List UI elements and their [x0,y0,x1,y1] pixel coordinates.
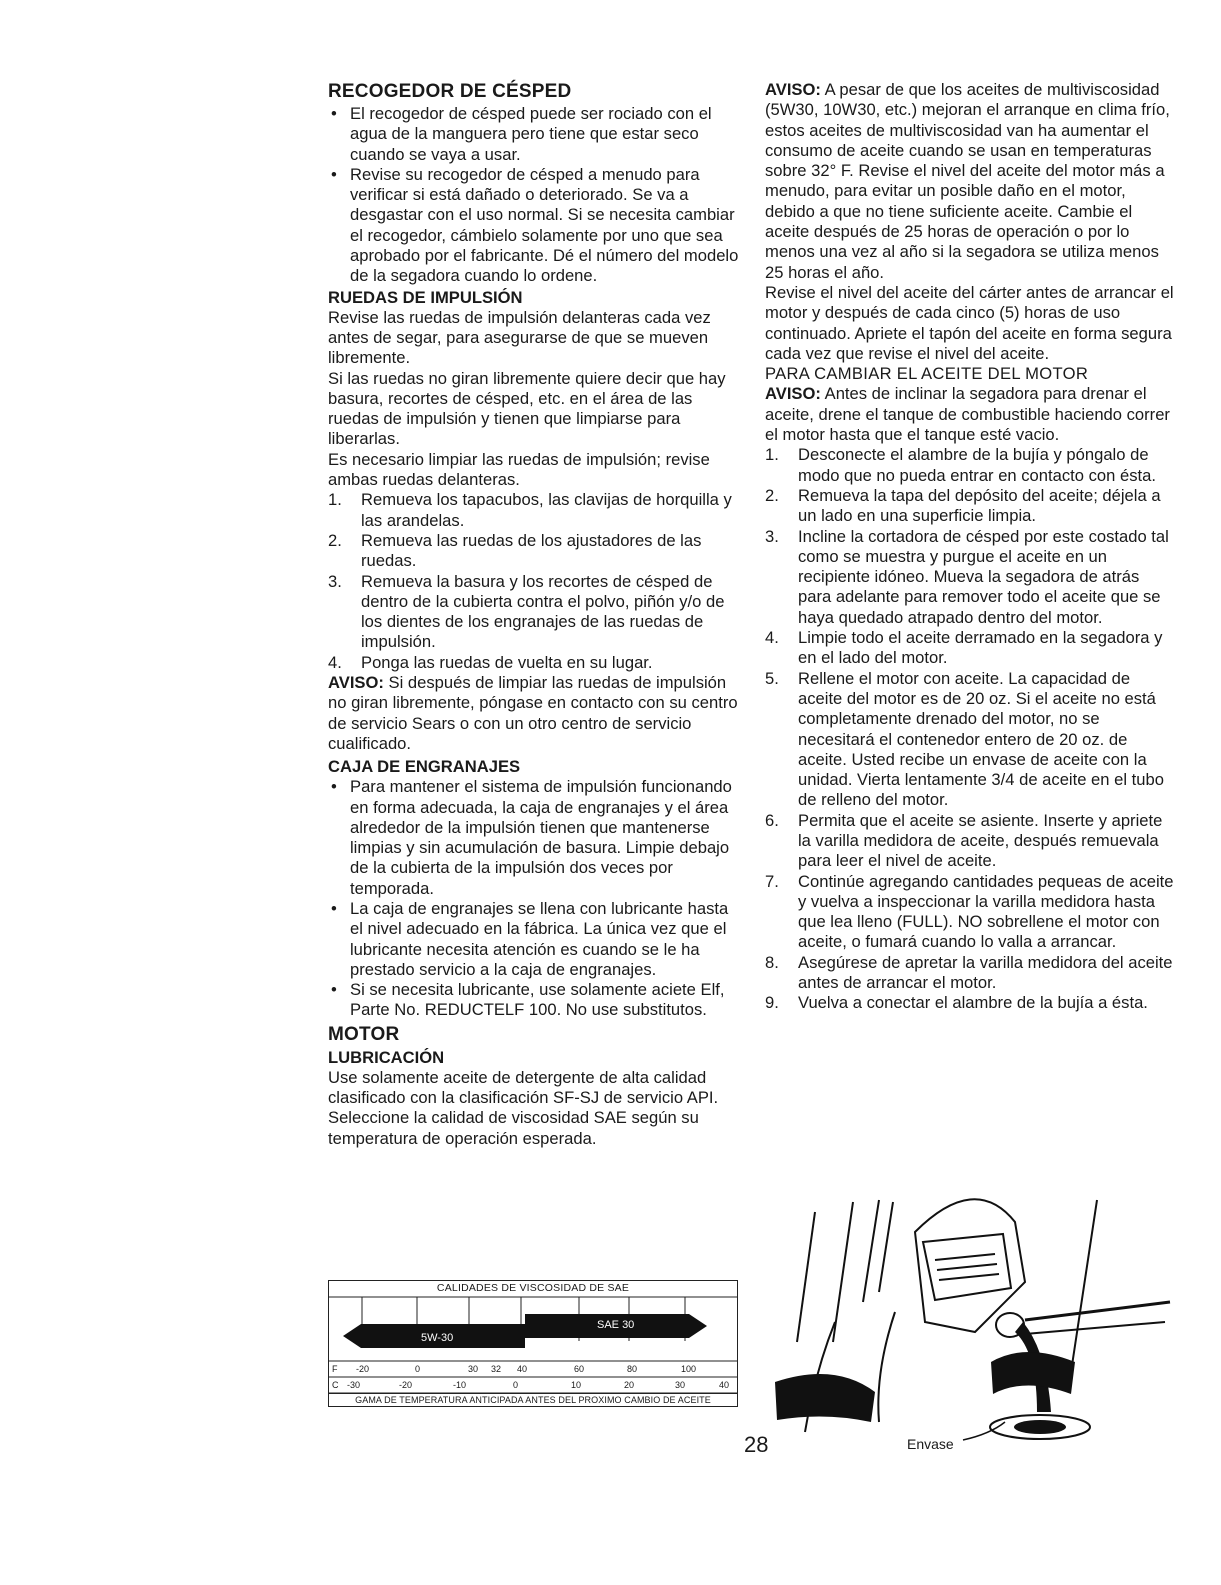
list-item: 4. Limpie todo el aceite derramado en la segadora y en el lado del motor. [765,628,1163,668]
bullet-icon: • [331,104,337,123]
list-item: 1. Remueva los tapacubos, las clavijas de horquilla y las arandelas. [328,490,732,530]
list-item: 3. Remueva la basura y los recortes de césped de dentro de la cubierta contra el polvo, piñón y/o de los dientes de los engranajes de las ruedas de impulsión. [328,571,725,652]
heading-recogedor: RECOGEDOR DE CÉSPED [328,81,572,102]
viscosity-footer: GAMA DE TEMPERATURA ANTICIPADA ANTES DEL PROXIMO CAMBIO DE ACEITE [329,1393,737,1406]
c-scale-row: C -30 -20 -10 0 10 20 30 40 [332,1380,730,1390]
wheel-left [775,1374,875,1422]
deck-edge [878,1312,895,1422]
viscosity-chart [328,1280,738,1407]
paragraph: Use solamente aceite de detergente de alta calidad clasificado con la clasificación SF-SJ de servicio API. Seleccione la calidad de viscosidad SAE según su temperatura de operación esperada. [328,1067,719,1148]
list-item: • Revise su recogedor de césped a menudo para verificar si está dañado o deteriorado. Se va a desgastar con el uso normal. Si se necesita cambiar el recogedor, cámbielo solamente por uno que sea aprobado por el fabricante. Dé el número del modelo de la segadora cuando lo ordene. [331,164,739,286]
handle-line [863,1200,879,1302]
f-scale-row: F -20 0 30 32 40 60 80 100 [332,1364,697,1374]
oil-pool [1014,1420,1066,1434]
paragraph: Revise el nivel del aceite del cárter antes de arrancar el motor y después de cada cinco (5) horas de uso continuado. Apriete el tapón del aceite en forma segura cada vez que revise el nivel del aceite. [765,282,1174,363]
list-item: 4. Ponga las ruedas de vuelta en su lugar. [328,652,653,672]
viscosity-title: CALIDADES DE VISCOSIDAD DE SAE [436,1282,630,1294]
list-item: 3. Incline la cortadora de césped por este costado tal como se muestra y purgue el aceite en un recipiente idóneo. Mueva la segadora de atrás para adelante para remover todo el aceite que se haya quedado atrapado dentro del motor. [765,526,1169,627]
envase-label: Envase [907,1436,954,1452]
list-item: • La caja de engranajes se llena con lubricante hasta el nivel adecuado en la fábrica. La única vez que el lubricante necesita atención es cuando se le ha prestado servicio a la caja de engranajes. [331,898,729,979]
page-number: 28 [744,1432,769,1457]
list-item: 7. Continúe agregando cantidades pequeas de aceite y vuelva a inspeccionar la varilla medidora hasta que lea lleno (FULL). NO sobrellene el motor con aceite, o fumará cuando lo valla a arrancar. [765,871,1174,952]
heading-caja: CAJA DE ENGRANAJES [328,757,521,777]
list-item: 2. Remueva las ruedas de los ajustadores de las ruedas. [328,530,702,571]
bullet-icon: • [331,777,337,797]
aviso-drenar: AVISO: Antes de inclinar la segadora para drenar el aceite, drene el tanque de combustible haciendo correr el motor hasta que el tanque esté vacio. [765,384,1170,445]
handle-line [1071,1200,1097,1372]
handle-line [833,1202,853,1342]
wheel-right [991,1352,1075,1394]
left-column [328,80,744,1149]
heading-ruedas: RUEDAS DE IMPULSIÓN [328,287,523,307]
heading-lubricacion: LUBRICACIÓN [328,1047,445,1067]
heading-motor: MOTOR [328,1023,400,1045]
list-item: 2. Remueva la tapa del depósito del aceite; déjela a un lado en una superficie limpia. [765,485,1161,526]
spark-wire [1025,1302,1170,1320]
sae30-label: SAE 30 [597,1319,635,1331]
list-item: • El recogedor de césped puede ser rociado con el agua de la manguera pero tiene que estar seco cuando se vaya a usar. [331,104,712,164]
paragraph: Si las ruedas no giran libremente quiere decir que hay basura, recortes de césped, etc. en el área de las ruedas de impulsión y tienen que limpiarse para liberarlas. [328,368,726,449]
envase-leader-line [963,1422,1005,1440]
paragraph: Es necesario limpiar las ruedas de impulsión; revise ambas ruedas delanteras. [328,449,710,490]
aviso-ruedas: AVISO: Si después de limpiar las ruedas de impulsión no giran libremente, póngase en contacto con su centro de servicio Sears o con un otro centro de servicio cualificado. [328,673,738,753]
handle-line [879,1202,893,1292]
5w30-label: 5W-30 [421,1332,454,1344]
bullet-icon: • [331,980,337,1000]
list-item: 6. Permita que el aceite se asiente. Inserte y apriete la varilla medidora de aceite, después remuevala para leer el nivel de aceite. [765,810,1163,871]
bullet-icon: • [331,898,337,918]
heading-cambiar-aceite: PARA CAMBIAR EL ACEITE DEL MOTOR [765,364,1089,384]
list-item: • Si se necesita lubricante, use solamente aciete Elf, Parte No. REDUCTELF 100. No use substitutos. [331,980,725,1020]
paragraph: Revise las ruedas de impulsión delanteras cada vez antes de segar, para asegurarse de que se mueven libremente. [328,307,711,368]
spark-wire [1025,1322,1165,1334]
oil-drain-illustration [775,1172,1175,1462]
right-column [765,80,1177,1014]
list-item: 8. Asegúrese de apretar la varilla medidora del aceite antes de arrancar el motor. [765,952,1173,993]
aviso-multiviscosidad: AVISO: A pesar de que los aceites de multiviscosidad (5W30, 10W30, etc.) mejoran el arranque en clima frío, estos aceites de multiviscosidad van ha aumentar el consumo de aceite cuando se usan en temperaturas sobre 32° F. Revise el nivel del aceite del motor más a menudo, para evitar un posible daño en el motor, debido a que no tiene suficiente aceite. Cambie el aceite después de 25 horas de operación o por lo menos una vez al año si la segadora se utiliza menos 25 horas el año. [765,80,1170,282]
list-item: 9. Vuelva a conectar el alambre de la bujía a ésta. [765,993,1148,1013]
vent-lines [935,1254,999,1280]
list-item: 1. Desconecte el alambre de la bujía y póngalo de modo que no pueda entrar en contacto con ésta. [765,445,1156,485]
list-item: • Para mantener el sistema de impulsión funcionando en forma adecuada, la caja de engranajes y el área alrededor de la impulsión tienen que mantenerse limpias y sin acumulación de basura. Limpie debajo de la cubierta de la impulsión dos veces por temporada. [331,777,732,898]
list-item: 5. Rellene el motor con aceite. La capacidad de aceite del motor es de 20 oz. Si el aceite no está completamente drenado del motor, no se necesitará el contenedor entero de 20 oz. de aceite. Usted recibe un envase de aceite con la unidad. Vierta lentamente 3/4 de aceite en el tubo de relleno del motor. [765,668,1164,810]
bullet-icon: • [331,164,337,184]
handle-line [797,1212,815,1342]
